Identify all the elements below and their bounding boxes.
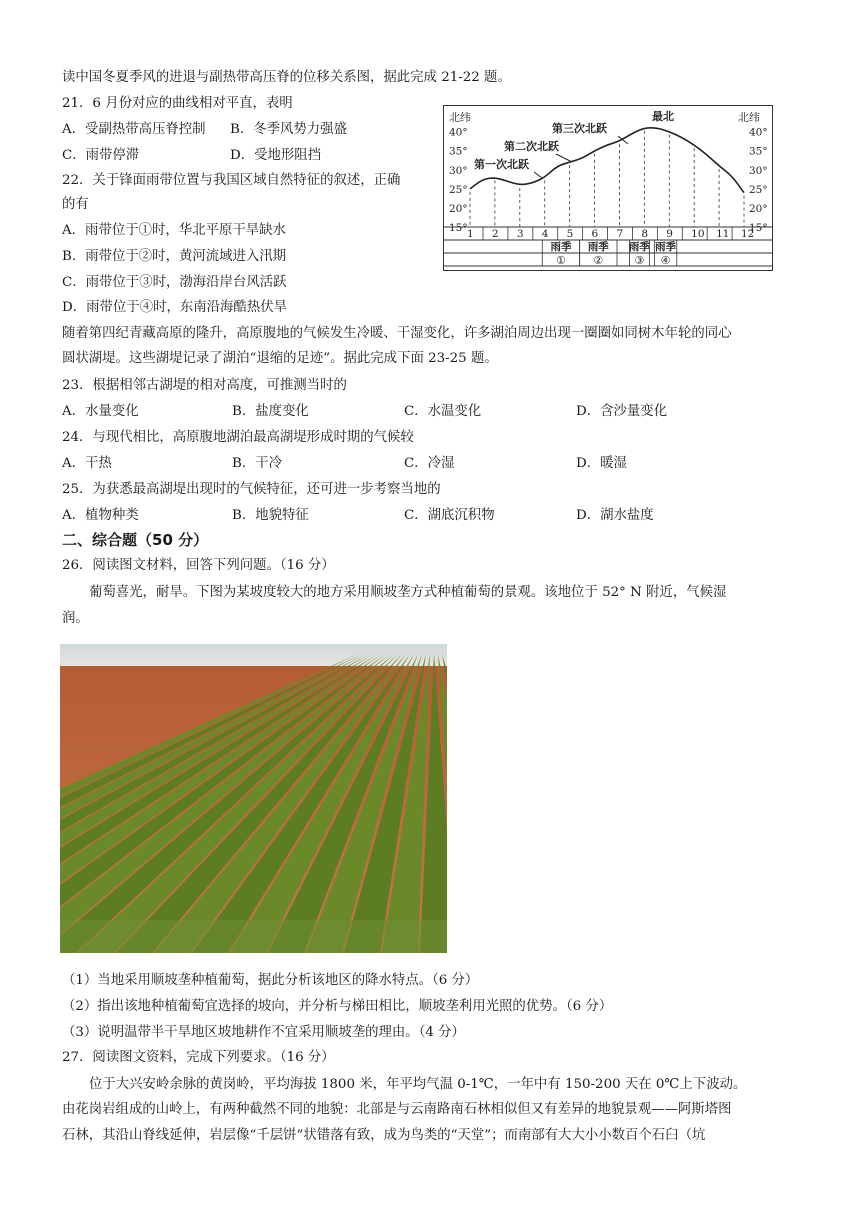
- vineyard-photo: [60, 644, 447, 953]
- q24-option-c: C．冷湿: [404, 456, 455, 471]
- y-axis-label-left: 北纬: [449, 111, 471, 124]
- x-tick-label: 10: [691, 228, 705, 240]
- section-heading-2: 二、综合题（50 分）: [62, 531, 209, 549]
- q26-sub-2: （2）指出该地种植葡萄宜选择的坡向，并分析与梯田相比，顺坡垄利用光照的优势。（6 分）: [62, 999, 613, 1014]
- y-tick-right: 25°: [749, 183, 768, 196]
- q23-stem: 23．根据相邻古湖堤的相对高度，可推测当时的: [62, 378, 347, 393]
- q27-stem: 27．阅读图文资料，完成下列要求。（16 分）: [62, 1050, 335, 1065]
- annotation-northernmost: 最北: [652, 110, 674, 123]
- y-tick-left: 25°: [449, 183, 468, 196]
- arrow-first-jump: [534, 172, 542, 178]
- y-tick-right: 15°: [749, 222, 768, 234]
- q21-option-c: C．雨带停滞: [62, 148, 140, 163]
- q22-option-d: D．雨带位于④时，东南沿海酷热伏旱: [62, 300, 287, 315]
- chart-svg: [444, 106, 772, 270]
- y-tick-left: 40°: [449, 126, 468, 139]
- x-tick-label: 11: [716, 228, 730, 240]
- q21-option-b: B．冬季风势力强盛: [230, 122, 347, 137]
- x-tick-label: 9: [666, 228, 673, 240]
- q22-option-a: A．雨带位于①时，华北平原干旱缺水: [62, 223, 286, 238]
- y-axis-label-right: 北纬: [738, 111, 760, 124]
- annotation-first-jump: 第一次北跃: [474, 158, 529, 171]
- y-tick-right: 40°: [749, 126, 768, 139]
- x-tick-label: 1: [467, 228, 474, 240]
- q25-stem: 25．为获悉最高湖堤出现时的气候特征，还可进一步考察当地的: [62, 482, 441, 497]
- x-tick-label: 12: [741, 228, 755, 240]
- y-tick-right: 35°: [749, 145, 768, 158]
- rain-season-number: ①: [556, 254, 566, 267]
- q22-option-c: C．雨带位于③时，渤海沿岸台风活跃: [62, 275, 287, 290]
- vineyard-illustration: [60, 644, 447, 953]
- q26-sub-1: （1）当地采用顺坡垄种植葡萄，据此分析该地区的降水特点。（6 分）: [62, 973, 479, 988]
- q26-stem: 26．阅读图文材料，回答下列问题。（16 分）: [62, 558, 335, 573]
- q21-stem: 21．6 月份对应的曲线相对平直，表明: [62, 96, 293, 111]
- rain-season-number: ③: [634, 254, 645, 267]
- rain-season-label: 雨季: [587, 241, 609, 253]
- q21-option-d: D．受地形阻挡: [230, 148, 322, 163]
- y-tick-left: 15°: [449, 222, 468, 234]
- y-tick-left: 35°: [449, 145, 468, 158]
- annotation-second-jump: 第二次北跃: [504, 140, 559, 153]
- q24-option-b: B．干冷: [232, 456, 283, 471]
- x-tick-label: 7: [616, 228, 624, 240]
- q22-stem-line1: 22．关于锋面雨带位置与我国区域自然特征的叙述，正确: [62, 173, 401, 188]
- rain-season-number: ④: [660, 254, 671, 267]
- q25-option-c: C．湖底沉积物: [404, 508, 495, 523]
- q26-sub-3: （3）说明温带半干旱地区坡地耕作不宜采用顺坡垄的理由。（4 分）: [62, 1025, 465, 1040]
- q27-passage-line2: 由花岗岩组成的山岭上，有两种截然不同的地貌：北部是与云南路南石林相似但又有差异的地貌景观——阿斯塔图: [62, 1102, 732, 1117]
- q23-option-a: A．水量变化: [62, 404, 139, 419]
- x-tick-label: 8: [641, 228, 649, 240]
- annotation-third-jump: 第三次北跃: [552, 122, 607, 135]
- rain-season-number: ②: [593, 254, 604, 267]
- monsoon-rainbelt-chart: [443, 105, 773, 271]
- rain-season-label: 雨季: [655, 241, 677, 253]
- q27-passage-line3: 石林，其沿山脊线延伸，岩层像“千层饼”状错落有致，成为鸟类的“天堂”；而南部有大大小小数百个石臼（坑: [62, 1128, 706, 1143]
- q25-option-d: D．湖水盐度: [576, 508, 654, 523]
- x-tick-label: 5: [566, 228, 574, 240]
- q21-option-a: A．受副热带高压脊控制: [62, 122, 206, 137]
- q25-option-a: A．植物种类: [62, 508, 139, 523]
- rain-season-label: 雨季: [628, 241, 650, 253]
- intro-text-1: 读中国冬夏季风的进退与副热带高压脊的位移关系图，据此完成 21-22 题。: [62, 70, 511, 85]
- y-tick-right: 20°: [749, 202, 768, 215]
- q24-stem: 24．与现代相比，高原腹地湖泊最高湖堤形成时期的气候较: [62, 430, 414, 445]
- q23-option-c: C．水温变化: [404, 404, 482, 419]
- q23-option-d: D．含沙量变化: [576, 404, 668, 419]
- q24-option-a: A．干热: [62, 456, 112, 471]
- q27-passage-line1: 位于大兴安岭余脉的黄岗岭，平均海拔 1800 米，年平均气温 0-1℃，一年中有 150-200 天在 0℃上下波动。: [89, 1077, 747, 1092]
- rain-season-label: 雨季: [550, 241, 572, 253]
- y-tick-right: 30°: [749, 164, 768, 177]
- q25-option-b: B．地貌特征: [232, 508, 309, 523]
- arrow-second-jump: [556, 154, 572, 162]
- y-tick-left: 20°: [449, 202, 468, 215]
- q23-option-b: B．盐度变化: [232, 404, 309, 419]
- q26-passage-line1: 葡萄喜光，耐旱。下图为某坡度较大的地方采用顺坡垄方式种植葡萄的景观。该地位于 52° N 附近，气候湿: [89, 585, 727, 600]
- x-tick-label: 4: [541, 228, 549, 240]
- q26-passage-line2: 润。: [62, 611, 89, 626]
- y-tick-left: 30°: [449, 164, 468, 177]
- intro-text-2a: 随着第四纪青藏高原的隆升，高原腹地的气候发生冷暖、干湿变化，许多湖泊周边出现一圈圈如同树木年轮的同心: [62, 326, 732, 341]
- x-tick-label: 6: [591, 228, 599, 240]
- q22-stem-line2: 的有: [62, 197, 89, 212]
- q24-option-d: D．暖湿: [576, 456, 627, 471]
- x-tick-label: 3: [516, 228, 524, 240]
- q22-option-b: B．雨带位于②时，黄河流域进入汛期: [62, 249, 287, 264]
- x-tick-label: 2: [491, 228, 499, 240]
- intro-text-2b: 圆状湖堤。这些湖堤记录了湖泊“退缩的足迹”。据此完成下面 23-25 题。: [62, 351, 498, 366]
